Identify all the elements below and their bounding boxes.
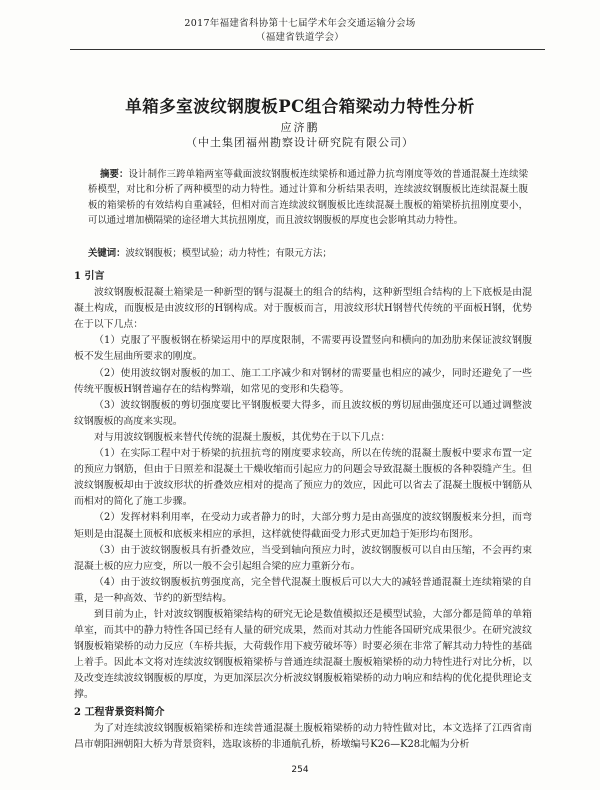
paper-body — [74, 269, 532, 753]
abstract-label: 摘要： — [100, 169, 129, 180]
header-conference: 2017年福建省科协第十七届学术年会交通运输分会场 — [184, 18, 416, 29]
abstract — [88, 167, 528, 228]
paragraph: 到目前为止，针对波纹钢腹板箱梁结构的研究无论是数值模拟还是模型试验，大部分都是简单的单箱单室，而其中的静力特性各国已经有人量的研究成果，然而对其动力性能各国研究成果很少。在研究波纹钢腹板箱梁桥的动力反应（车桥共振，大荷载作用下疲劳破坏等）时要必须在非常了解其动力特性的基础上着手。因此本文将对连续波纹钢腹板箱梁桥与普通连续混凝土腹板箱梁桥的动力特性进行对比分析，以及改变连续波纹钢腹板的厚度，为更加深层次分析波纹钢腹板箱梁桥的动力响应和结构的优化提供理论支撑。 — [74, 608, 532, 701]
header-rule — [70, 49, 545, 50]
paragraph: 为了对连续波纹钢腹板箱梁桥和连续普通混凝土腹板箱梁桥的动力特性做对比，本文选择了江西省南昌市朝阳洲朝阳大桥为背景资料，选取该桥的非通航孔桥，桥墩编号K26—K28北幅为分析 — [74, 722, 532, 750]
paragraph: （2）使用波纹钢对腹板的加工、施工工序减少和对钢材的需要量也相应的减少，同时还避免了一些传统平腹板H钢普遍存在的结构弊端，如常见的变形和失稳等。 — [74, 367, 532, 395]
running-header — [0, 17, 600, 45]
paragraph: （3）波纹钢腹板的剪切强度要比平钢腹板要大得多，而且波纹板的剪切屈曲强度还可以通过调整波纹钢腹板的高度来实现。 — [74, 399, 532, 427]
abstract-text: 设计制作三跨单箱两室等截面波纹钢腹板连续梁桥和通过静力抗弯刚度等效的普通混凝土连续梁桥模型，对比和分析了两种模型的动力特性。通过计算和分析结果表明，连续波纹钢腹板比连续混凝土腹板的箱梁桥的有效结构自重减轻，但相对而言连续波纹钢腹板比连续混凝土腹板的箱梁桥抗扭刚度要小，可以通过增加横隔梁的途径增大其抗扭刚度，而且波纹钢腹板的厚度也会影响其动力特性。 — [88, 169, 528, 226]
paragraph: （2）发挥材料利用率，在受动力或者静力的时，大部分剪力是由高强度的波纹钢腹板来分担，而弯矩则是由混凝土顶板和底板来相应的承担，这样就使得截面受力形式更加趋于矩形均布图形。 — [74, 512, 532, 540]
paragraph: （4）由于波纹钢腹板抗剪强度高，完全替代混凝土腹板后可以大大的减轻普通混凝土连续箱梁的自重，是一种高效、节约的新型结构。 — [74, 576, 532, 604]
paper-title: 单箱多室波纹钢腹板PC组合箱梁动力特性分析 — [125, 97, 475, 116]
paragraph: （1）克服了平腹板钢在桥梁运用中的厚度限制，不需要再设置竖向和横向的加劲肋来保证波纹钢腹板不发生屈曲所要求的刚度。 — [74, 335, 532, 363]
section-heading-background: 2 工程背景资料简介 — [74, 706, 165, 718]
keywords-text: 波纹钢腹板；模型试验；动力特性；有限元方法； — [125, 248, 332, 259]
paper-author: 应济鹏 — [280, 121, 320, 134]
paragraph: 波纹钢腹板混凝土箱梁是一种新型的钢与混凝土的组合的结构，这种新型组合结构的上下底板是由混凝土构成，而腹板是由波纹形的H钢构成。对于腹板而言，用波纹形状H钢替代传统的平面板H钢，优势在于以下几点： — [74, 287, 532, 331]
keywords — [88, 247, 528, 261]
section-heading-introduction: 1 引言 — [74, 271, 105, 282]
paper-affiliation: （中土集团福州勘察设计研究院有限公司） — [186, 136, 414, 149]
page-number: 254 — [291, 765, 309, 775]
paragraph: （3）由于波纹钢腹板具有折叠效应，当受到轴向预应力时，波纹钢腹板可以自由压缩，不会再约束混凝土板的应力应变，所以一般不会引起组合梁的应力重新分布。 — [74, 544, 532, 572]
header-society: （福建省铁道学会） — [255, 32, 345, 43]
paragraph: 对与用波纹钢腹板来替代传统的混凝土腹板，其优势在于以下几点： — [94, 431, 391, 443]
keywords-label: 关键词： — [88, 248, 126, 259]
paragraph: （1）在实际工程中对于桥梁的抗扭抗弯的刚度要求较高，所以在传统的混凝土腹板中要求布置一定的预应力钢筋，但由于日照差和混凝土干燥收缩而引起应力的问题会导致混凝土腹板的各种裂缝产生。但波纹钢腹板却由于波纹形状的折叠效应相对的提高了预应力的效应，因此可以省去了混凝土腹板中钢筋从而相对的简化了施工步骤。 — [74, 448, 532, 508]
